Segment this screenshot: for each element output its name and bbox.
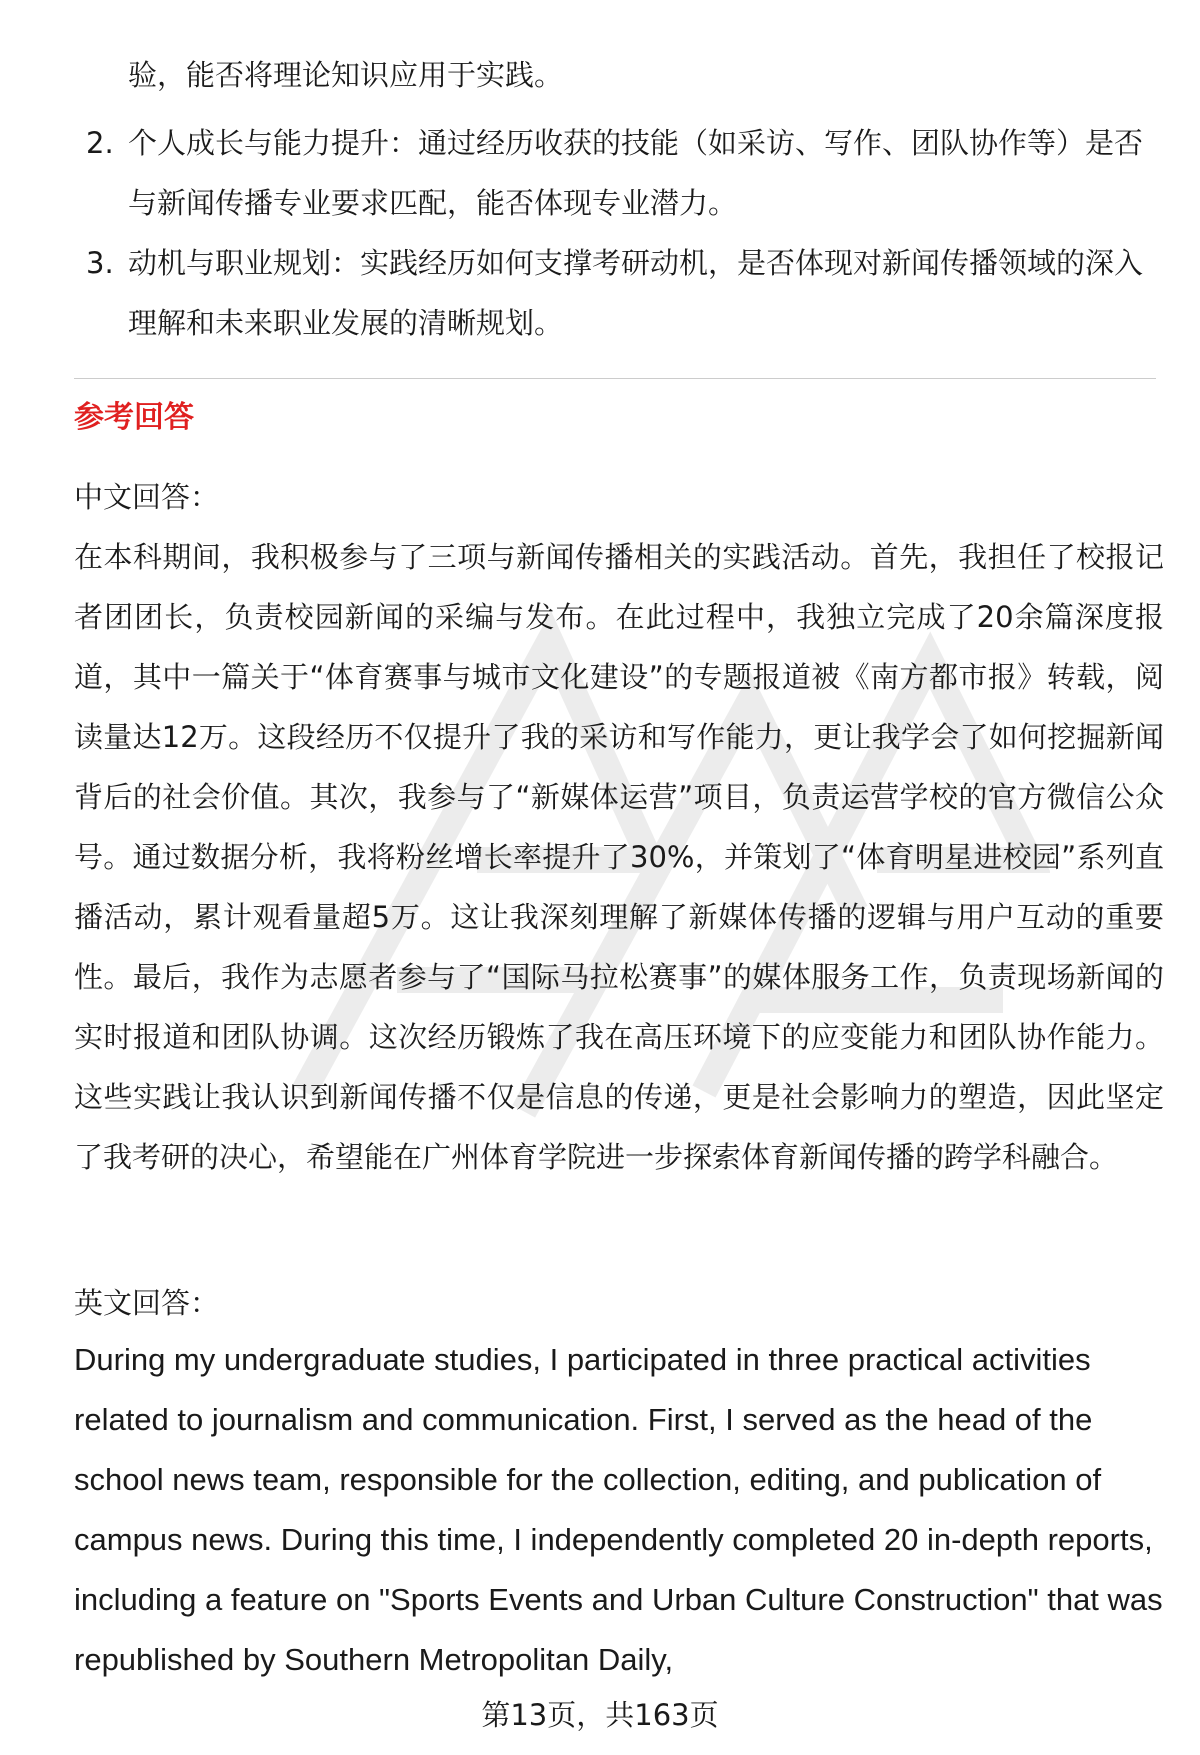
list-item bbox=[74, 233, 1164, 353]
chinese-answer-paragraph: 在本科期间，我积极参与了三项与新闻传播相关的实践活动。首先，我担任了校报记者团团长，负责校园新闻的采编与发布。在此过程中，我独立完成了20余篇深度报道，其中一篇关于“体育赛事与城市文化建设”的专题报道被《南方都市报》转载，阅读量达12万。这段经历不仅提升了我的采访和写作能力，更让我学会了如何挖掘新闻背后的社会价值。其次，我参与了“新媒体运营”项目，负责运营学校的官方微信公众号。通过数据分析，我将粉丝增长率提升了30%，并策划了“体育明星进校园”系列直播活动，累计观看量超5万。这让我深刻理解了新媒体传播的逻辑与用户互动的重要性。最后，我作为志愿者参与了“国际马拉松赛事”的媒体服务工作，负责现场新闻的实时报道和团队协调。这次经历锻炼了我在高压环境下的应变能力和团队协作能力。这些实践让我认识到新闻传播不仅是信息的传递，更是社会影响力的塑造，因此坚定了我考研的决心，希望能在广州体育学院进一步探索体育新闻传播的跨学科融合。 bbox=[74, 540, 1164, 1174]
chinese-answer-label: 中文回答： bbox=[74, 480, 220, 514]
list-text: 个人成长与能力提升：通过经历收获的技能（如采访、写作、团队协作等）是否与新闻传播专业要求匹配，能否体现专业潜力。 bbox=[128, 126, 1144, 220]
list-item bbox=[74, 113, 1164, 233]
page-indicator: 第13页，共163页 bbox=[481, 1698, 719, 1732]
list-number: 2. bbox=[86, 126, 114, 160]
list-text: 动机与职业规划：实践经历如何支撑考研动机，是否体现对新闻传播领域的深入理解和未来职业发展的清晰规划。 bbox=[128, 246, 1144, 340]
english-answer-label: 英文回答： bbox=[74, 1286, 220, 1320]
continuation-line: 验，能否将理论知识应用于实践。 bbox=[128, 58, 564, 92]
list-number: 3. bbox=[86, 246, 114, 280]
english-answer-paragraph: During my undergraduate studies, I participated in three practical activities related to journalism and communication. First, I served as the head of the school news team, responsible for the collection, editing, and publication of campus news. During this time, I independently completed 20 in-depth reports, including a feature on "Sports Events and Urban Culture Construction" that was republished by Southern Metropolitan Daily, bbox=[74, 1342, 1163, 1677]
reference-answer-heading: 参考回答 bbox=[74, 400, 194, 435]
criteria-list bbox=[74, 113, 1164, 353]
section-divider bbox=[74, 378, 1156, 379]
